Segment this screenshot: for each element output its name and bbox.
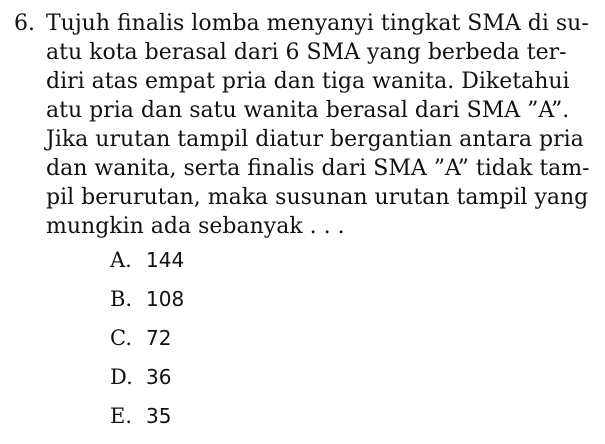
option-value: 108: [146, 287, 185, 311]
question-text-line: dan wanita, serta finalis dari SMA ”A” tidak tam-: [46, 156, 590, 181]
question-text-line: diri atas empat pria dan tiga wanita. Diketahui: [46, 69, 570, 94]
option-a[interactable]: [110, 246, 184, 274]
option-letter: B.: [110, 287, 133, 311]
option-value: 36: [146, 365, 172, 389]
question-text-line: Jika urutan tampil diatur bergantian antara pria: [46, 127, 584, 152]
question-text-line: Tujuh finalis lomba menyanyi tingkat SMA di su-: [46, 11, 589, 36]
question-text-line: pil berurutan, maka susunan urutan tampil yang: [46, 185, 589, 210]
question-number: 6.: [14, 11, 35, 36]
question-text-line: atu kota berasal dari 6 SMA yang berbeda ter-: [46, 40, 567, 65]
option-b[interactable]: [110, 285, 184, 313]
option-letter: E.: [110, 404, 133, 428]
option-c[interactable]: [110, 324, 171, 352]
option-letter: A.: [110, 248, 132, 272]
option-value: 35: [146, 404, 172, 428]
option-value: 72: [146, 326, 172, 350]
option-value: 144: [146, 248, 185, 272]
option-letter: C.: [110, 326, 132, 350]
question-text-line: atu pria dan satu wanita berasal dari SMA ”A”.: [46, 98, 570, 123]
option-letter: D.: [110, 365, 133, 389]
question-text-line: mungkin ada sebanyak . . .: [46, 214, 345, 239]
option-d[interactable]: [110, 363, 171, 391]
option-e[interactable]: [110, 402, 171, 430]
